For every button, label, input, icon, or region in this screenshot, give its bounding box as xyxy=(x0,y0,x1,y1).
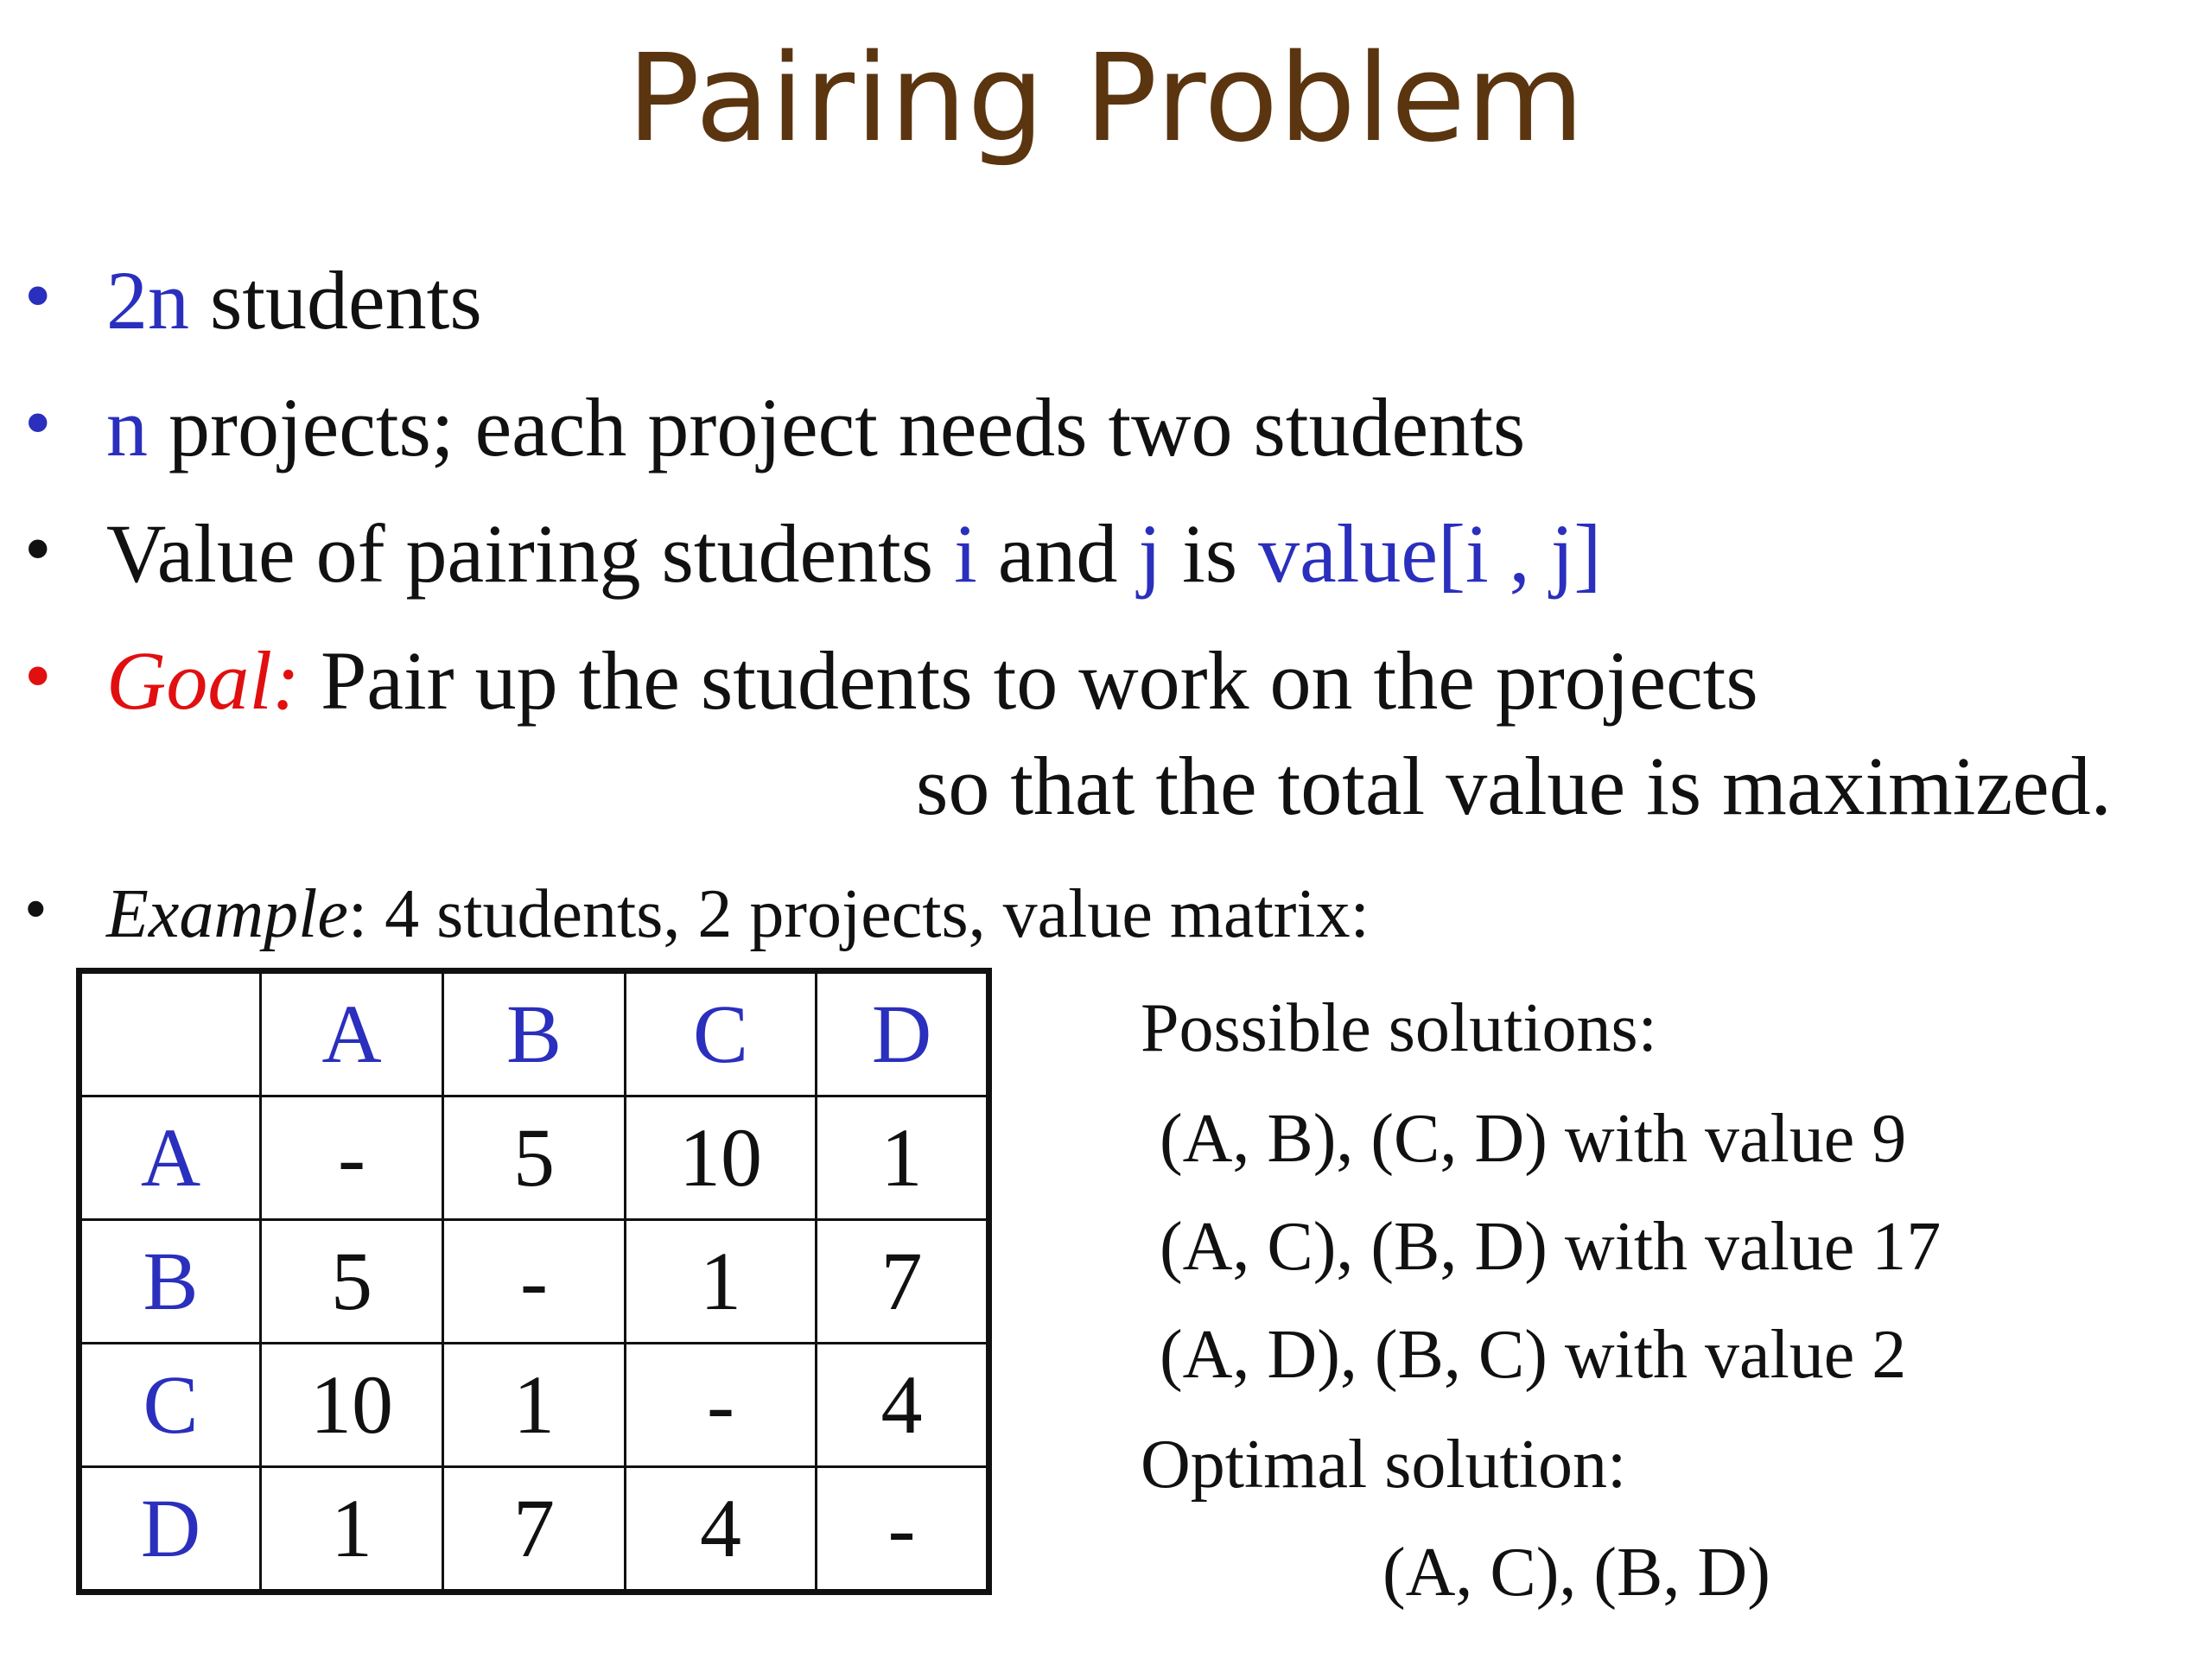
matrix-col-header: B xyxy=(443,971,626,1096)
matrix-row xyxy=(79,1467,989,1592)
matrix-col-header: A xyxy=(261,971,443,1096)
value-matrix xyxy=(76,968,992,1595)
matrix-cell: 7 xyxy=(443,1467,626,1592)
example-label: Example xyxy=(106,876,348,952)
matrix-cell: 5 xyxy=(443,1096,626,1220)
matrix-row xyxy=(79,1344,989,1467)
matrix-row-header: C xyxy=(79,1344,261,1467)
goal-text: Pair up the students to work on the projects xyxy=(299,634,1758,727)
solution-item: (A, C), (B, D) with value 17 xyxy=(1160,1209,1942,1285)
bullet-dot: • xyxy=(24,506,52,592)
matrix-cell: 7 xyxy=(817,1220,989,1344)
matrix-cell: 1 xyxy=(626,1220,817,1344)
matrix-cell: 4 xyxy=(626,1467,817,1592)
bullet-dot: • xyxy=(24,873,48,945)
matrix-row xyxy=(79,1220,989,1344)
matrix-cell: - xyxy=(443,1220,626,1344)
var-i: i xyxy=(954,507,977,600)
var-j: j xyxy=(1138,507,1162,600)
goal-continuation: so that the total value is maximized. xyxy=(916,740,2112,832)
solutions-heading: Possible solutions: xyxy=(1141,990,1657,1066)
matrix-cell: 10 xyxy=(261,1344,443,1467)
students-count: 2n xyxy=(106,254,189,346)
matrix-cell: - xyxy=(261,1096,443,1220)
optimal-heading: Optimal solution: xyxy=(1141,1427,1627,1503)
matrix-cell: 4 xyxy=(817,1344,989,1467)
optimal-solution: (A, C), (B, D) xyxy=(1382,1535,1770,1611)
matrix-row xyxy=(79,1096,989,1220)
students-text: students xyxy=(189,254,482,346)
matrix-cell: - xyxy=(626,1344,817,1467)
projects-text: projects; each project needs two students xyxy=(148,381,1526,474)
matrix-cell: 1 xyxy=(443,1344,626,1467)
matrix-corner xyxy=(79,971,261,1096)
solution-item: (A, B), (C, D) with value 9 xyxy=(1160,1101,1907,1177)
matrix-header-row xyxy=(79,971,989,1096)
matrix-cell: - xyxy=(817,1467,989,1592)
matrix-cell: 1 xyxy=(817,1096,989,1220)
solution-item: (A, D), (B, C) with value 2 xyxy=(1160,1317,1907,1393)
matrix-col-header: C xyxy=(626,971,817,1096)
bullet-dot: • xyxy=(24,380,52,466)
matrix-row-header: B xyxy=(79,1220,261,1344)
matrix-row-header: D xyxy=(79,1467,261,1592)
goal-label: Goal: xyxy=(106,634,300,727)
matrix-cell: 5 xyxy=(261,1220,443,1344)
matrix-cell: 10 xyxy=(626,1096,817,1220)
bullet-dot: • xyxy=(24,633,52,719)
value-expression: value[i , j] xyxy=(1258,507,1602,600)
slide-title: Pairing Problem xyxy=(626,29,1586,169)
matrix-cell: 1 xyxy=(261,1467,443,1592)
matrix-row-header: A xyxy=(79,1096,261,1220)
projects-count: n xyxy=(106,381,148,474)
matrix-col-header: D xyxy=(817,971,989,1096)
example-text: : 4 students, 2 projects, value matrix: xyxy=(347,876,1370,952)
bullet-dot: • xyxy=(24,253,52,339)
